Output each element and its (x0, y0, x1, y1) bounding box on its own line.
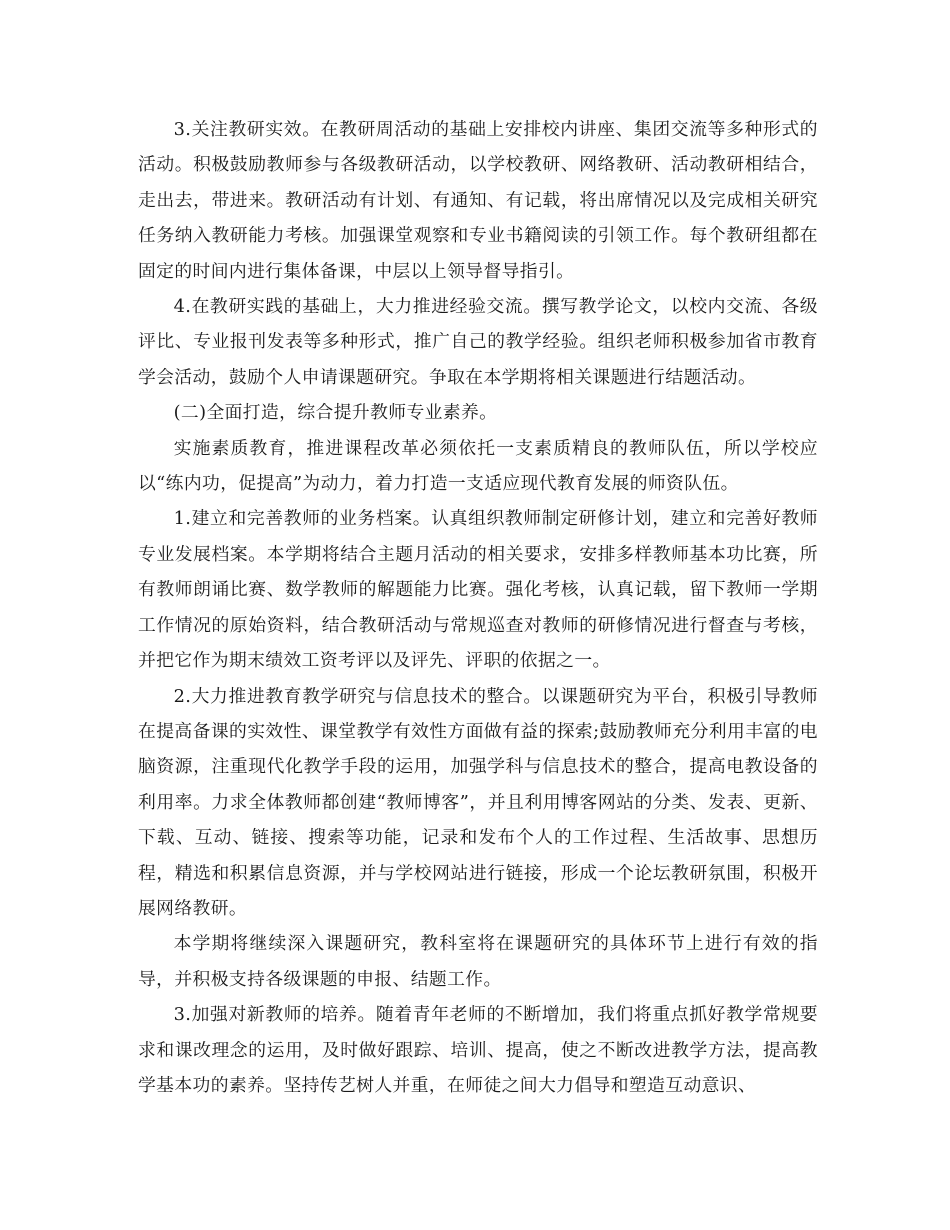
document-page (138, 112, 818, 1103)
paragraph-teacher-archives: 1.建立和完善教师的业务档案。认真组织教师制定研修计划，建立和完善好教师专业发展档案。本学期将结合主题月活动的相关要求，安排多样教师基本功比赛，所有教师朗诵比赛、数学教师的解题能力比赛。强化考核，认真记载，留下教师一学期工作情况的原始资料，结合教研活动与常规巡查对教师的研修情况进行督查与考核，并把它作为期末绩效工资考评以及评先、评职的依据之一。 (138, 508, 818, 672)
paragraph-topic-research: 本学期将继续深入课题研究，教科室将在课题研究的具体环节上进行有效的指导，并积极支持各级课题的申报、结题工作。 (138, 933, 818, 990)
paragraph-experience-exchange: 4.在教研实践的基础上，大力推进经验交流。撰写教学论文，以校内交流、各级评比、专业报刊发表等多种形式，推广自己的教学经验。组织老师积极参加省市教育学会活动，鼓励个人申请课题研究。争取在本学期将相关课题进行结题活动。 (138, 296, 818, 388)
paragraph-quality-education: 实施素质教育，推进课程改革必须依托一支素质精良的教师队伍，所以学校应以“练内功，促提高”为动力，着力打造一支适应现代教育发展的师资队伍。 (138, 437, 818, 495)
section-heading-teacher-quality: (二)全面打造，综合提升教师专业素养。 (173, 402, 498, 424)
paragraph-research-effectiveness: 3.关注教研实效。在教研周活动的基础上安排校内讲座、集团交流等多种形式的活动。积极鼓励教师参与各级教研活动，以学校教研、网络教研、活动教研相结合，走出去，带进来。教研活动有计划、有通知、有记载，将出席情况以及完成相关研究任务纳入教研能力考核。加强课堂观察和专业书籍阅读的引领工作。每个教研组都在固定的时间内进行集体备课，中层以上领导督导指引。 (138, 119, 818, 282)
paragraph-new-teacher-training: 3.加强对新教师的培养。随着青年老师的不断增加，我们将重点抓好教学常规要求和课改理念的运用，及时做好跟踪、培训、提高，使之不断改进教学方法，提高教学基本功的素养。坚持传艺树人并重，在师徒之间大力倡导和塑造互动意识、 (138, 1004, 818, 1096)
paragraph-it-integration: 2.大力推进教育教学研究与信息技术的整合。以课题研究为平台，积极引导教师在提高备课的实效性、课堂教学有效性方面做有益的探索;鼓励教师充分利用丰富的电脑资源，注重现代化教学手段的运用，加强学科与信息技术的整合，提高电教设备的利用率。力求全体教师都创建“教师博客”，并且利用博客网站的分类、发表、更新、下载、互动、链接、搜索等功能，记录和发布个人的工作过程、生活故事、思想历程，精选和积累信息资源，并与学校网站进行链接，形成一个论坛教研氛围，积极开展网络教研。 (138, 685, 818, 919)
